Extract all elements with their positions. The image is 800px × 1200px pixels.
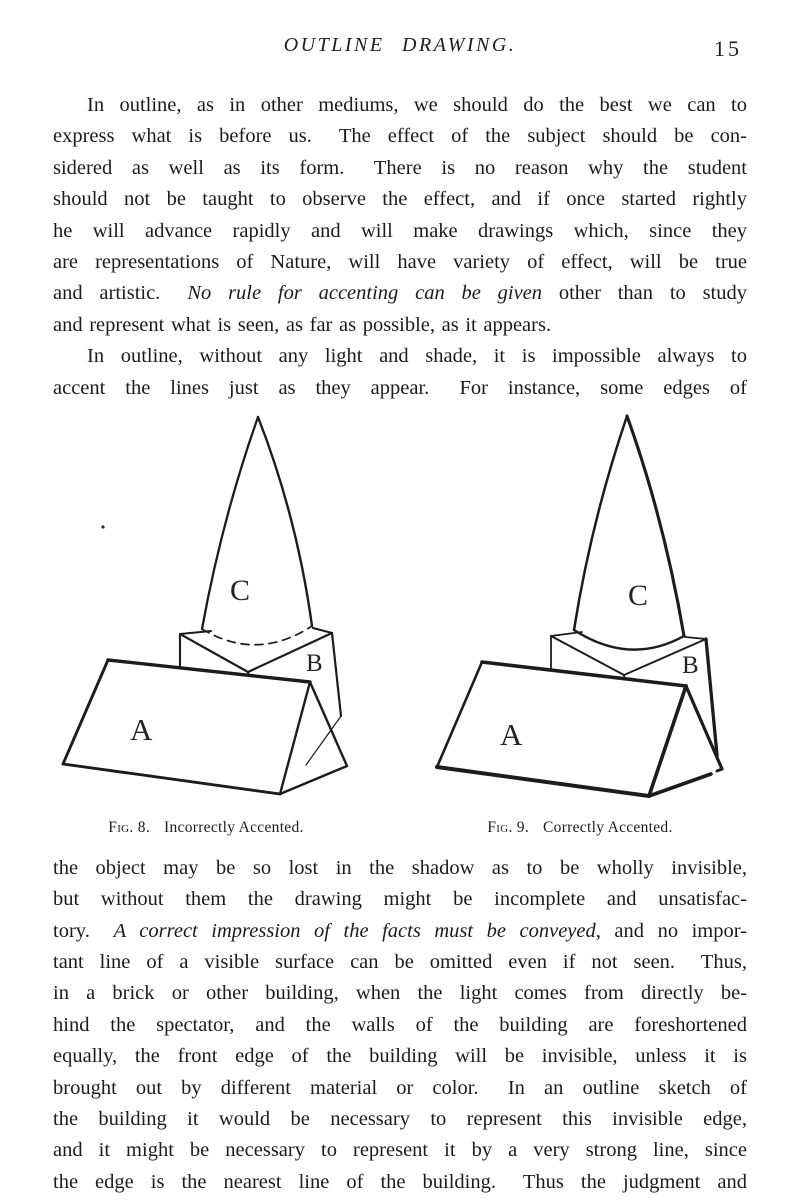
text-line: he will advance rapidly and will make drawings which, since they <box>53 219 747 242</box>
page-number: 15 <box>714 36 742 61</box>
text-line: express what is before us. The effect of the subject should be con- <box>53 125 747 148</box>
text-line: equally, the front edge of the building will be invisible, unless it is <box>53 1045 747 1068</box>
figure-8 <box>60 414 352 837</box>
cone-c <box>574 416 684 650</box>
text-line: and represent what is seen, as far as possible, as it appears. <box>53 313 552 336</box>
figure-8-caption-label: Fig. 8. <box>108 818 150 836</box>
label-a: A <box>500 716 523 752</box>
figure-9-caption-text: Correctly Accented. <box>543 818 673 836</box>
figure-9-caption-label: Fig. 9. <box>487 818 530 836</box>
label-c: C <box>628 578 649 612</box>
label-a: A <box>130 711 153 747</box>
figure-8-caption <box>60 819 352 837</box>
text-line: in a brick or other building, when the light comes from directly be- <box>53 982 747 1005</box>
fig9-drawing <box>434 414 726 812</box>
text-line: the object may be so lost in the shadow as to be wholly invisible, <box>53 856 747 879</box>
fig8-drawing <box>60 414 352 812</box>
text-line: accent the lines just as they appear. For instance, some edges of <box>53 376 747 399</box>
text-line: In outline, as in other mediums, we should do the best we can to <box>87 94 747 116</box>
running-title: OUTLINE DRAWING. <box>283 34 517 56</box>
text-line: and artistic. No rule for accenting can be given other than to study <box>53 282 747 305</box>
figures-row <box>60 414 800 837</box>
text-line: sidered as well as its form. There is no reason why the student <box>53 156 747 179</box>
figure-9-caption <box>434 819 726 837</box>
text-line: the building it would be necessary to represent this invisible edge, <box>53 1108 747 1131</box>
text-line: but without them the drawing might be incomplete and unsatisfac- <box>53 888 747 911</box>
figure-8-caption-text: Incorrectly Accented. <box>164 818 304 836</box>
label-b: B <box>306 649 323 677</box>
text-line: brought out by different material or color. In an outline sketch of <box>53 1076 747 1099</box>
paragraph <box>53 341 747 404</box>
text-line: should not be taught to observe the effect, and if once started rightly <box>53 188 747 211</box>
text-line: the edge is the nearest line of the building. Thus the judgment and <box>53 1170 747 1193</box>
label-c: C <box>230 573 251 607</box>
cone-c <box>202 417 312 645</box>
body-text-lower <box>53 853 747 1198</box>
paragraph <box>53 853 747 1198</box>
text-line: tory. A correct impression of the facts must be conveyed, and no impor- <box>53 919 747 942</box>
text-line: and it might be necessary to represent it by a very strong line, since <box>53 1139 747 1162</box>
ink-speck <box>101 525 104 528</box>
figure-9 <box>434 414 726 837</box>
paragraph <box>53 90 747 341</box>
text-line: are representations of Nature, will have variety of effect, will be true <box>53 250 747 273</box>
body-text <box>53 90 747 404</box>
page-header <box>0 34 800 64</box>
label-b: B <box>682 651 699 679</box>
prism-a <box>63 660 347 794</box>
text-line: In outline, without any light and shade, it is impossible always to <box>87 345 747 368</box>
text-line: tant line of a visible surface can be omitted even if not seen. Thus, <box>53 951 747 974</box>
text-line: hind the spectator, and the walls of the building are foreshortened <box>53 1013 747 1036</box>
